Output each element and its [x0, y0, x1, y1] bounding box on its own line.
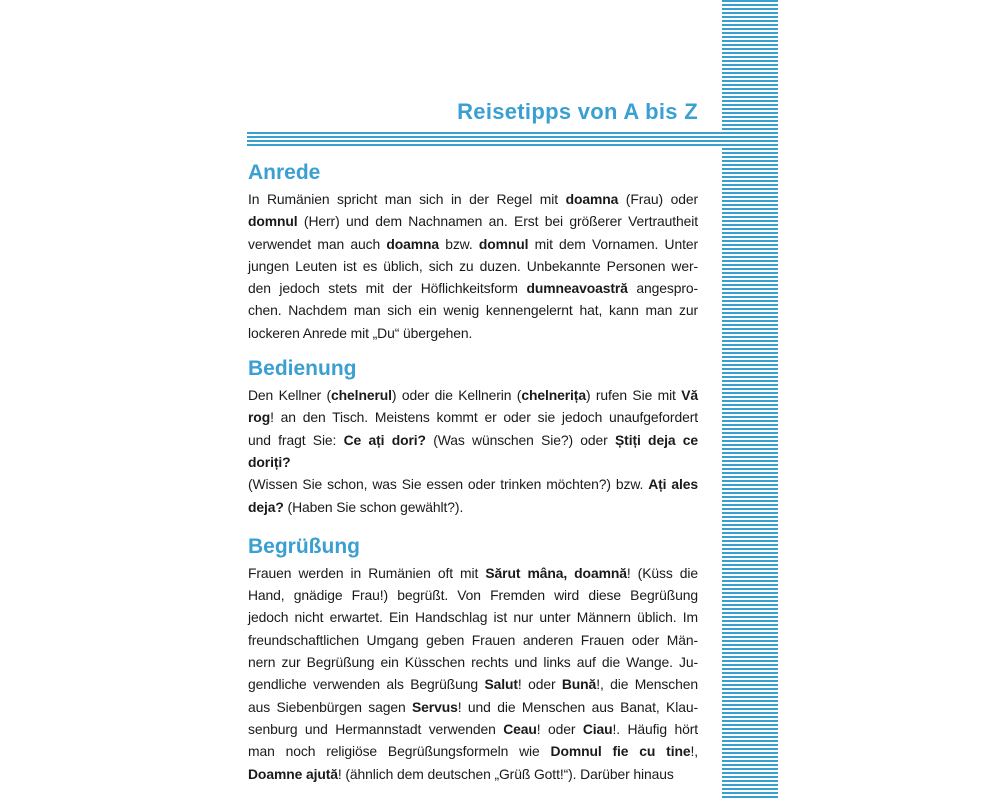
- text-run: (Frau) oder: [618, 191, 698, 207]
- section-paragraph: [248, 188, 698, 344]
- text-line: [248, 210, 698, 232]
- text-line: [248, 651, 698, 673]
- text-run: jungen Leuten ist es üblich, sich zu duzen. Unbekannte Personen wer-: [248, 257, 698, 274]
- text-line: [248, 473, 698, 495]
- bold-term: doamna: [565, 191, 619, 207]
- text-run: (Wissen Sie schon, was Sie essen oder trinken möchten?) bzw.: [248, 476, 649, 493]
- text-run: bzw.: [438, 235, 479, 252]
- decorative-side-stripes: [722, 0, 778, 800]
- bold-term: Ați ales: [648, 476, 698, 493]
- text-run: nern zur Begrüßung ein Küsschen rechts und links auf die Wange. Ju-: [248, 654, 698, 671]
- bold-term: domnul: [478, 235, 529, 252]
- bold-term: domnul: [248, 213, 298, 230]
- text-run: !, die Menschen: [596, 676, 698, 693]
- page-header-title: Reisetipps von A bis Z: [457, 99, 698, 124]
- text-line: [248, 299, 698, 321]
- bold-term: Ciau: [582, 720, 613, 737]
- text-line: [248, 322, 698, 344]
- text-run: ! (Küss die: [626, 564, 699, 581]
- text-run: ! (ähnlich dem deutschen „Grüß Gott!“). Darüber hinaus: [337, 765, 674, 782]
- text-run: den jedoch stets mit der Höflichkeitsform: [248, 280, 527, 297]
- text-run: Hand, gnädige Frau!) begrüßt. Von Fremden wird diese Begrüßung: [248, 587, 698, 604]
- bold-term: chelnerița: [521, 387, 586, 404]
- text-run: ! oder: [536, 720, 583, 737]
- section-paragraph: [248, 562, 698, 785]
- text-run: gendliche verwenden als Begrüßung: [248, 676, 485, 693]
- text-run: ! oder: [517, 676, 562, 693]
- bold-term: Sărut mâna, doamnă: [485, 564, 627, 581]
- section-anrede: [248, 158, 698, 344]
- bold-term: deja?: [248, 498, 284, 515]
- text-run: !. Häufig hört: [612, 720, 698, 737]
- text-line: [248, 277, 698, 299]
- text-line: [248, 429, 698, 474]
- text-line: [248, 562, 698, 584]
- section-heading: Anrede: [248, 161, 321, 184]
- text-line: [248, 740, 698, 762]
- text-run: man noch religiöse Begrüßungsformeln wie: [248, 743, 551, 760]
- text-run: ) oder die Kellnerin (: [391, 387, 522, 404]
- text-run: lockeren Anrede mit „Du“ übergehen.: [248, 324, 473, 341]
- section-heading: Bedienung: [248, 357, 357, 381]
- text-line: [248, 629, 698, 651]
- text-line: [248, 673, 698, 695]
- bold-term: chelnerul: [331, 387, 392, 404]
- bold-term: Ceau: [503, 720, 537, 737]
- text-line: [248, 255, 698, 277]
- text-run: Frauen werden in Rumänien oft mit: [248, 564, 486, 581]
- section-begruessung: [248, 532, 698, 785]
- section-heading: Begrüßung: [248, 534, 360, 558]
- text-line: [248, 188, 698, 210]
- text-run: chen. Nachdem man sich ein wenig kennengelernt hat, kann man zur: [248, 302, 698, 319]
- text-run: (Was wünschen Sie?) oder: [425, 431, 616, 448]
- bold-term: Servus: [412, 698, 458, 715]
- text-line: [248, 763, 698, 785]
- section-paragraph: [248, 384, 698, 518]
- text-run: jedoch nicht erwartet. Ein Handschlag ist nur unter Männern üblich. Im: [248, 609, 698, 626]
- text-run: mit dem Vornamen. Unter: [528, 235, 698, 252]
- bold-term: Vă: [681, 387, 699, 404]
- text-run: angespro-: [627, 280, 698, 297]
- bold-term: Ce ați dori?: [343, 431, 426, 448]
- text-line: [248, 496, 698, 518]
- bold-term: Doamne ajută: [248, 765, 338, 782]
- text-run: verwendet man auch: [248, 235, 387, 252]
- text-line: [248, 606, 698, 628]
- article-body: [248, 156, 698, 785]
- bold-term: Bună: [561, 676, 597, 693]
- text-run: aus Siebenbürgen sagen: [248, 698, 412, 715]
- text-line: [248, 233, 698, 255]
- text-run: (Haben Sie schon gewählt?).: [283, 498, 464, 515]
- text-line: [248, 584, 698, 606]
- text-run: ) rufen Sie mit: [585, 387, 682, 404]
- text-run: Den Kellner (: [248, 387, 332, 404]
- text-run: ! an den Tisch. Meistens kommt er oder sie jedoch unaufgefordert: [270, 409, 698, 426]
- text-run: und fragt Sie:: [248, 431, 344, 448]
- text-run: !,: [690, 743, 699, 760]
- text-line: [248, 384, 698, 406]
- bold-term: Știți deja ce doriți?: [248, 431, 699, 470]
- bold-term: doamna: [386, 235, 439, 252]
- text-run: ! und die Menschen aus Banat, Klau-: [457, 698, 698, 715]
- text-run: freundschaftlichen Umgang geben Frauen anderen Frauen oder Män-: [248, 631, 698, 648]
- text-run: senburg und Hermannstadt verwenden: [248, 720, 504, 737]
- text-run: In Rumänien spricht man sich in der Regel mit: [248, 191, 566, 207]
- text-run: (Herr) und dem Nachnamen an. Erst bei größerer Vertrautheit: [297, 213, 698, 230]
- text-line: [248, 696, 698, 718]
- bold-term: Domnul fie cu tine: [550, 743, 691, 760]
- text-line: [248, 406, 698, 428]
- text-line: [248, 718, 698, 740]
- bold-term: Salut: [484, 676, 518, 693]
- bold-term: rog: [248, 409, 271, 426]
- header-divider: [247, 132, 722, 146]
- section-bedienung: [248, 354, 698, 518]
- bold-term: dumneavoastră: [526, 280, 628, 297]
